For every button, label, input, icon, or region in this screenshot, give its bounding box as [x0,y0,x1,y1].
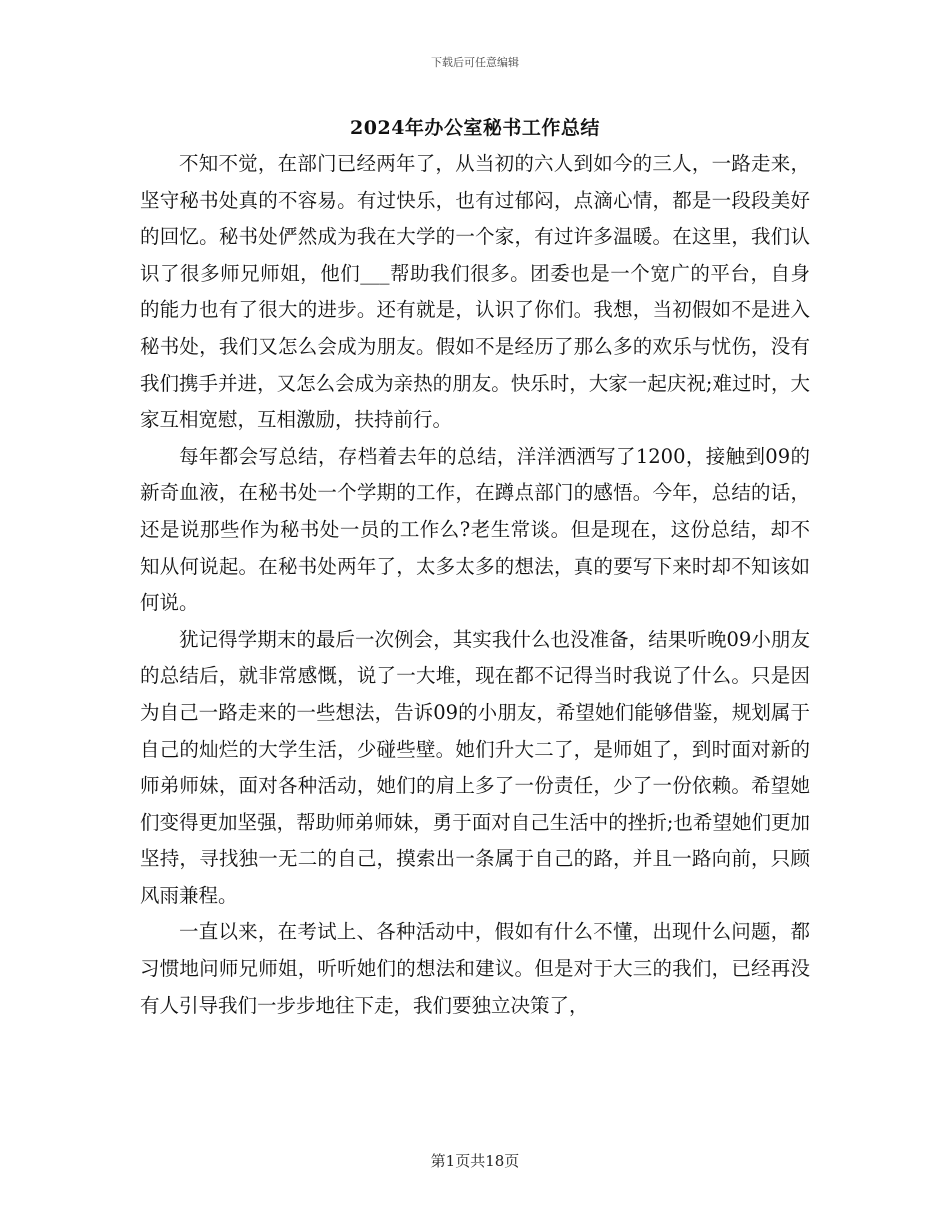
paragraph-2: 每年都会写总结，存档着去年的总结，洋洋洒洒写了1200，接触到09的新奇血液，在秘书处一个学期的工作，在蹲点部门的感悟。今年，总结的话，还是说那些作为秘书处一员的工作么?老生常谈。但是现在，这份总结，却不知从何说起。在秘书处两年了，太多太多的想法，真的要写下来时却不知该如何说。 [140,444,810,615]
paragraph-4: 一直以来，在考试上、各种活动中，假如有什么不懂，出现什么问题，都习惯地问师兄师姐，听听她们的想法和建议。但是对于大三的我们，已经再没有人引导我们一步步地往下走，我们要独立决策了， [140,920,810,1017]
document-title: 2024年办公室秘书工作总结 [350,117,600,139]
paragraph-1: 不知不觉，在部门已经两年了，从当初的六人到如今的三人，一路走来，坚守秘书处真的不容易。有过快乐，也有过郁闷，点滴心情，都是一段段美好的回忆。秘书处俨然成为我在大学的一个家，有过许多温暖。在这里，我们认识了很多师兄师姐，他们___帮助我们很多。团委也是一个宽广的平台，自身的能力也有了很大的进步。还有就是，认识了你们。我想，当初假如不是进入秘书处，我们又怎么会成为朋友。假如不是经历了那么多的欢乐与忧伤，没有我们携手并进，又怎么会成为亲热的朋友。快乐时，大家一起庆祝;难过时，大家互相宽慰，互相激励，扶持前行。 [140,152,810,432]
document-body [140,146,810,1024]
paragraph-3: 犹记得学期末的最后一次例会，其实我什么也没准备，结果听晚09小朋友的总结后，就非常感慨，说了一大堆，现在都不记得当时我说了什么。只是因为自己一路走来的一些想法，告诉09的小朋友，希望她们能够借鉴，规划属于自己的灿烂的大学生活，少碰些壁。她们升大二了，是师姐了，到时面对新的师弟师妹，面对各种活动，她们的肩上多了一份责任，少了一份依赖。希望她们变得更加坚强，帮助师弟师妹，勇于面对自己生活中的挫折;也希望她们更加坚持，寻找独一无二的自己，摸索出一条属于自己的路，并且一路向前，只顾风雨兼程。 [140,627,810,907]
page-number-footer: 第1页共18页 [430,1152,520,1170]
page-header-note: 下载后可任意编辑 [431,56,519,69]
